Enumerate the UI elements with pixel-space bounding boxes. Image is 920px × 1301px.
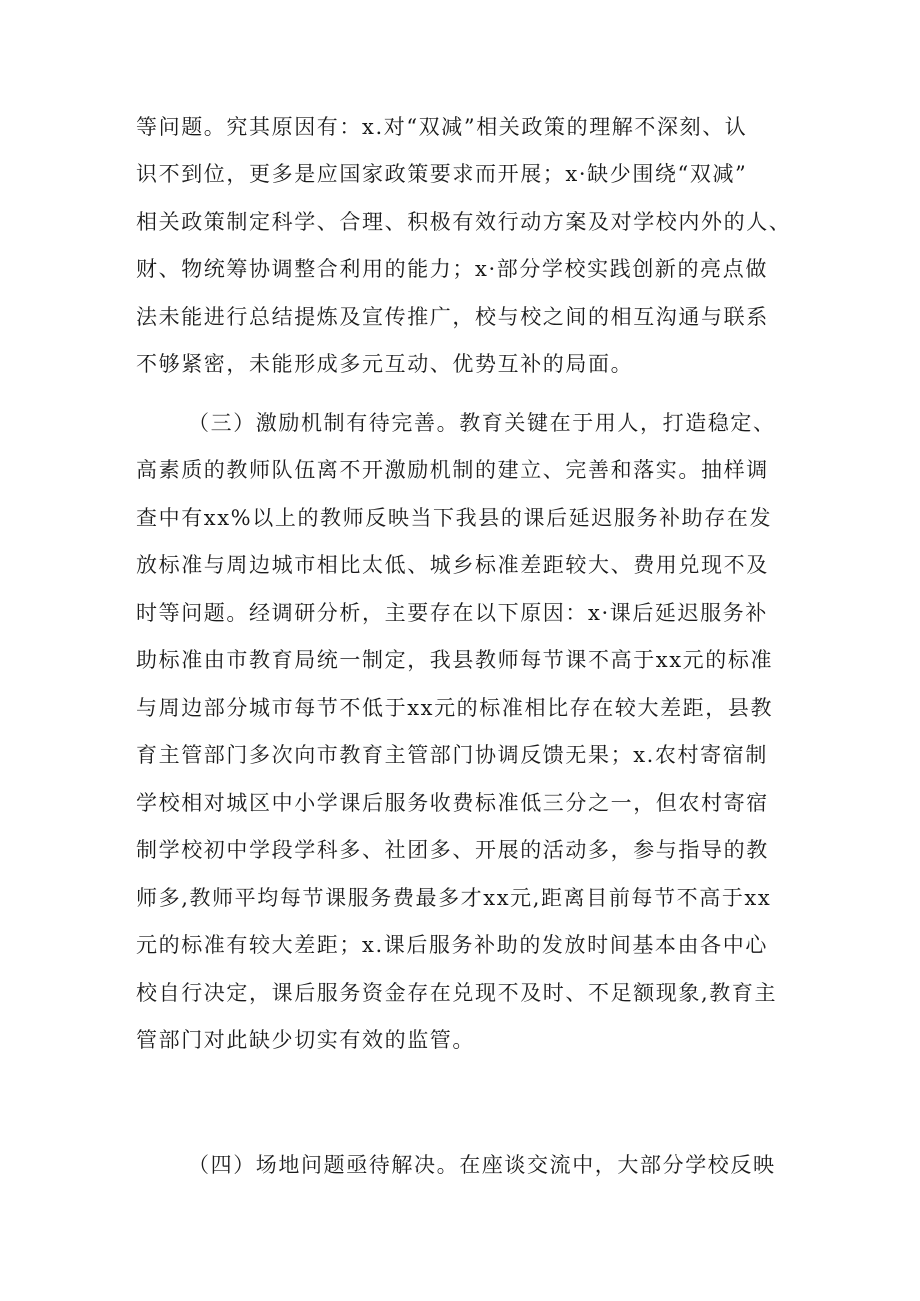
paragraph-section-3-incentive [136,408,796,1078]
text-line: 育主管部门多次向市教育主管部门协调反馈无果；x.农村寄宿制 [136,743,768,767]
text-line: 制学校初中学段学科多、社团多、开展的活动多，参与指导的教 [136,838,769,862]
text-line: 学校相对城区中小学课后服务收费标准低三分之一，但农村寄宿 [136,791,769,815]
text-line: 等问题。究其原因有：x.对“双减”相关政策的理解不深刻、认 [136,115,748,139]
text-line: 放标准与周边城市相比太低、城乡标准差距较大、费用兑现不及 [136,553,769,577]
section-heading-line: （四）场地问题亟待解决。在座谈交流中，大部分学校反映 [188,1153,776,1177]
text-line: 元的标准有较大差距；x.课后服务补助的发放时间基本由各中心 [136,933,768,957]
paragraph-section-4-venue [136,1150,796,1180]
section-heading-line: （三）激励机制有待完善。教育关键在于用人，打造稳定、 [188,411,776,435]
text-line: 不够紧密，未能形成多元互动、优势互补的局面。 [136,352,634,376]
text-line: 查中有xx%以上的教师反映当下我县的课后延迟服务补助存在发 [136,506,773,530]
text-line: 高素质的教师队伍离不开激励机制的建立、完善和落实。抽样调 [136,458,769,482]
text-line: 相关政策制定科学、合理、积极有效行动方案及对学校内外的人、 [136,210,792,234]
text-line: 管部门对此缺少切实有效的监管。 [136,1028,475,1052]
text-line: 识不到位，更多是应国家政策要求而开展；x·缺少围绕“双减” [136,162,748,186]
text-line: 财、物统筹协调整合利用的能力；x·部分学校实践创新的亮点做 [136,257,768,281]
paragraph-causes-continued [136,112,796,392]
text-line: 法未能进行总结提炼及宣传推广，校与校之间的相互沟通与联系 [136,305,769,329]
text-line: 师多,教师平均每节课服务费最多才xx元,距离目前每节不高于xx [136,886,772,910]
text-line: 时等问题。经调研分析，主要存在以下原因：x·课后延迟服务补 [136,601,768,625]
text-line: 与周边部分城市每节不低于xx元的标准相比存在较大差距，县教 [136,696,774,720]
text-line: 校自行决定，课后服务资金存在兑现不及时、不足额现象,教育主 [136,981,778,1005]
text-line: 助标准由市教育局统一制定，我县教师每节课不高于xx元的标准 [136,648,774,672]
